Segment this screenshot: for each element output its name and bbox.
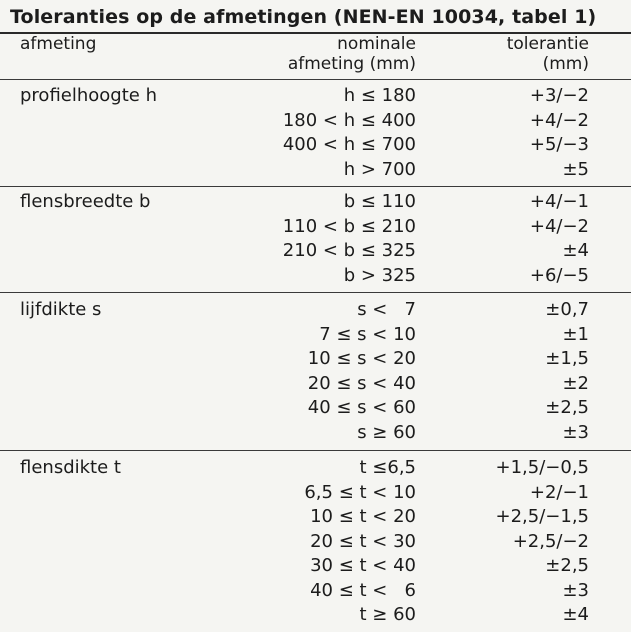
table-header bbox=[0, 34, 631, 76]
range-cell: 20 ≤ t < 30 bbox=[310, 530, 416, 552]
range-cell: h > 700 bbox=[343, 158, 416, 180]
tolerance-cell: +4/−2 bbox=[529, 215, 589, 237]
table-row bbox=[0, 530, 631, 555]
header-nominale-line2: afmeting (mm) bbox=[287, 54, 416, 74]
tolerance-cell: +3/−2 bbox=[529, 85, 589, 106]
tolerance-cell: +1,5/−0,5 bbox=[495, 457, 589, 478]
range-cell: 7 ≤ s < 10 bbox=[319, 323, 416, 345]
group-flensdikte bbox=[0, 456, 631, 632]
table-row bbox=[0, 603, 631, 628]
tolerance-cell: ±1,5 bbox=[545, 348, 589, 369]
group-profielhoogte bbox=[0, 84, 631, 187]
tolerance-cell: +5/−3 bbox=[529, 134, 589, 155]
tolerance-cell: ±2 bbox=[562, 372, 589, 394]
table-row bbox=[0, 554, 631, 579]
header-tolerantie bbox=[429, 34, 589, 74]
table-title: Toleranties op de afmetingen (NEN-EN 10034, tabel 1) bbox=[10, 6, 597, 28]
tolerance-cell: +2,5/−1,5 bbox=[495, 506, 589, 527]
range-cell: b ≤ 110 bbox=[343, 191, 416, 212]
tolerance-cell: ±2,5 bbox=[545, 397, 589, 418]
range-cell: 20 ≤ s < 40 bbox=[307, 372, 416, 394]
tolerance-cell: +6/−5 bbox=[529, 264, 589, 286]
table-row bbox=[0, 190, 631, 215]
tolerance-cell: ±4 bbox=[562, 240, 589, 261]
table-row bbox=[0, 372, 631, 397]
header-rule bbox=[0, 79, 631, 80]
table-row bbox=[0, 396, 631, 421]
table-row bbox=[0, 323, 631, 348]
tolerance-cell: +4/−1 bbox=[529, 191, 589, 212]
tolerance-cell: ±4 bbox=[562, 604, 589, 625]
header-tolerantie-line1: tolerantie bbox=[506, 34, 589, 54]
group-divider bbox=[0, 186, 631, 187]
tolerance-cell: +2/−1 bbox=[529, 481, 589, 503]
range-cell: s < 7 bbox=[357, 299, 416, 320]
range-cell: s ≥ 60 bbox=[357, 421, 416, 443]
table-row bbox=[0, 84, 631, 109]
table-row bbox=[0, 109, 631, 134]
table-row bbox=[0, 579, 631, 604]
group-lijfdikte bbox=[0, 298, 631, 451]
range-cell: t ≤6,5 bbox=[359, 457, 416, 478]
header-tolerantie-line2: (mm) bbox=[542, 54, 589, 74]
tolerance-cell: ±3 bbox=[562, 421, 589, 443]
range-cell: 400 < h ≤ 700 bbox=[282, 134, 416, 155]
table-row bbox=[0, 215, 631, 240]
tolerance-cell: ±0,7 bbox=[545, 299, 589, 320]
group-label: flensbreedte b bbox=[20, 191, 151, 212]
group-divider bbox=[0, 292, 631, 293]
range-cell: t ≥ 60 bbox=[359, 604, 416, 625]
group-flensbreedte bbox=[0, 190, 631, 293]
table-row bbox=[0, 505, 631, 530]
range-cell: 30 ≤ t < 40 bbox=[310, 555, 416, 576]
range-cell: 180 < h ≤ 400 bbox=[282, 109, 416, 131]
table-row bbox=[0, 456, 631, 481]
tolerance-cell: +2,5/−2 bbox=[512, 530, 589, 552]
table-row bbox=[0, 133, 631, 158]
range-cell: 6,5 ≤ t < 10 bbox=[304, 481, 416, 503]
header-nominale-line1: nominale bbox=[337, 34, 416, 54]
table-row bbox=[0, 347, 631, 372]
group-divider bbox=[0, 450, 631, 451]
range-cell: b > 325 bbox=[343, 264, 416, 286]
table-row bbox=[0, 239, 631, 264]
header-afmeting: afmeting bbox=[20, 34, 97, 54]
table-row bbox=[0, 264, 631, 289]
range-cell: 210 < b ≤ 325 bbox=[282, 240, 416, 261]
range-cell: 40 ≤ s < 60 bbox=[307, 397, 416, 418]
tolerance-cell: +4/−2 bbox=[529, 109, 589, 131]
group-label: lijfdikte s bbox=[20, 299, 102, 320]
table-row bbox=[0, 421, 631, 446]
tolerance-cell: ±1 bbox=[562, 323, 589, 345]
range-cell: 110 < b ≤ 210 bbox=[282, 215, 416, 237]
table-row bbox=[0, 158, 631, 183]
table-row bbox=[0, 481, 631, 506]
header-nominale-afmeting bbox=[196, 34, 416, 74]
group-label: flensdikte t bbox=[20, 457, 121, 478]
range-cell: h ≤ 180 bbox=[343, 85, 416, 106]
range-cell: 10 ≤ t < 20 bbox=[310, 506, 416, 527]
tolerance-cell: ±5 bbox=[562, 158, 589, 180]
tolerance-cell: ±2,5 bbox=[545, 555, 589, 576]
group-label: profielhoogte h bbox=[20, 85, 157, 106]
range-cell: 40 ≤ t < 6 bbox=[310, 579, 416, 601]
table-row bbox=[0, 298, 631, 323]
tolerance-cell: ±3 bbox=[562, 579, 589, 601]
range-cell: 10 ≤ s < 20 bbox=[307, 348, 416, 369]
